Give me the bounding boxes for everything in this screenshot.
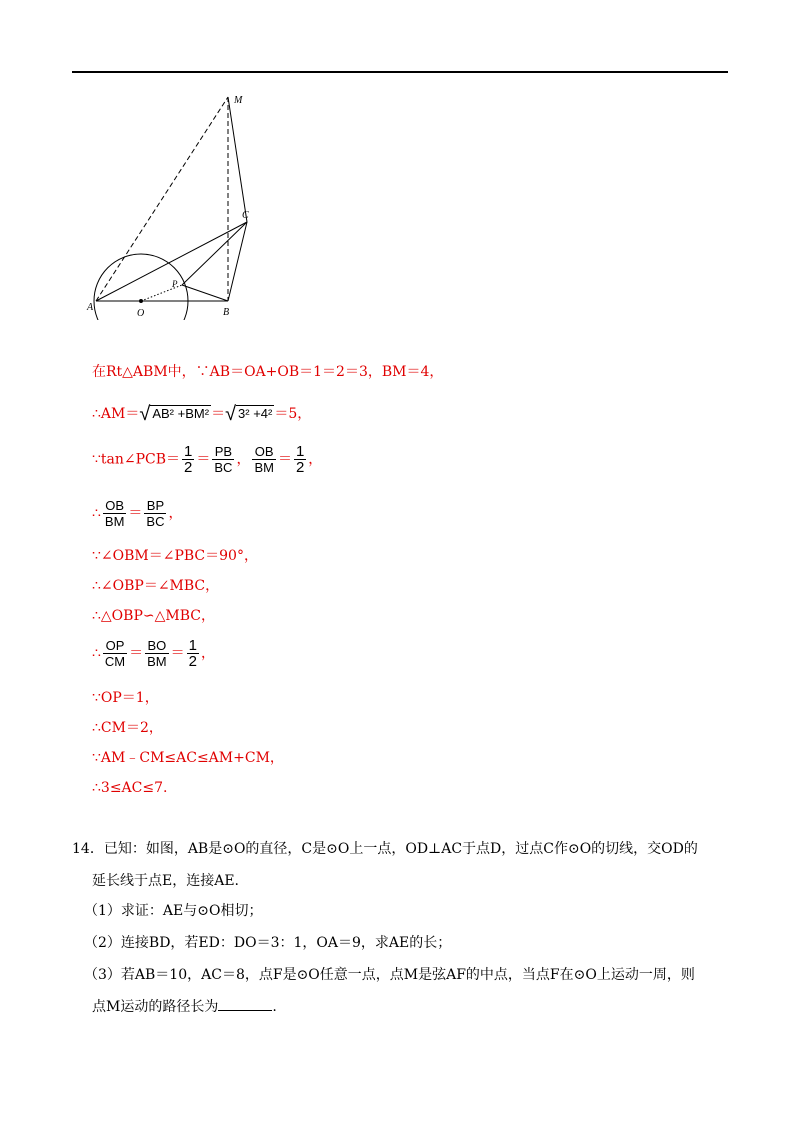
- label-p: P: [172, 279, 178, 289]
- line-pb: [182, 285, 228, 301]
- solution-line-7: ∴△OBP∽△MBC，: [92, 608, 215, 624]
- line-pc: [182, 222, 247, 285]
- fraction-op-cm: $\frac{OP}{CM}$: [104, 638, 126, 669]
- question-line-2: 延长线于点E，连接AE.: [92, 873, 239, 889]
- fraction-pb-bc: $\frac{PB}{BC}$: [214, 444, 233, 475]
- header-rule: [72, 71, 728, 73]
- fraction-half-2: $\frac{1}{2}$: [295, 443, 305, 476]
- solution-line-9: ∵OP＝1，: [92, 690, 159, 706]
- solution-line-8: ∴ $\frac{OP}{CM}$ ＝ $\frac{BO}{BM}$ ＝ $\frac{1}{2}$ ，: [92, 637, 215, 670]
- solution-line-6: ∴∠OBP＝∠MBC，: [92, 578, 220, 594]
- answer-blank[interactable]: [218, 996, 272, 1011]
- fraction-bp-bc: $\frac{BP}{BC}$: [146, 498, 165, 529]
- geometry-figure: [84, 88, 264, 320]
- fraction-ob-bm-2: $\frac{OB}{BM}$: [104, 498, 125, 529]
- fraction-bo-bm: $\frac{BO}{BM}$: [147, 638, 167, 669]
- label-c: C: [242, 210, 249, 221]
- solution-line-1: 在Rt△ABM中，∵AB＝OA+OB＝1＝2＝3，BM＝4，: [92, 364, 444, 380]
- label-m: M: [234, 95, 243, 106]
- question-line-6: 点M运动的路径长为 .: [92, 996, 277, 1016]
- dashed-am: [96, 97, 228, 301]
- sqrt-3-4: √ 3² +4²: [225, 403, 273, 425]
- sqrt-ab-bm: √ AB² +BM²: [139, 403, 210, 425]
- line-cb: [228, 222, 247, 301]
- label-b: B: [223, 307, 230, 318]
- line-mc: [228, 97, 247, 222]
- question-part-3: （3）若AB＝10，AC＝8，点F是⊙O任意一点，点M是弦AF的中点，当点F在⊙O上运动一周，则: [84, 967, 695, 983]
- solution-line-12: ∴3≤AC≤7.: [92, 780, 168, 796]
- fraction-ob-bm: $\frac{OB}{BM}$: [254, 444, 274, 475]
- solution-line-10: ∴CM＝2，: [92, 720, 163, 736]
- solution-line-2: ∴AM＝√ AB² +BM² ＝√ 3² +4² ＝5，: [92, 403, 312, 425]
- solution-line-11: ∵AM﹣CM≤AC≤AM+CM，: [92, 750, 284, 766]
- solution-line-4: ∴ $\frac{OB}{BM}$ ＝ $\frac{BP}{BC}$ ，: [92, 498, 183, 529]
- question-line-1: 14．已知：如图，AB是⊙O的直径，C是⊙O上一点，OD⊥AC于点D，过点C作⊙O的切线，交OD的: [72, 841, 698, 857]
- fraction-half: $\frac{1}{2}$: [184, 443, 193, 476]
- solution-line-5: ∵∠OBM＝∠PBC＝90°，: [92, 548, 258, 564]
- fraction-half-3: $\frac{1}{2}$: [188, 637, 197, 670]
- label-a: A: [87, 302, 94, 313]
- solution-line-3: ∵tan∠PCB＝ $\frac{1}{2}$ ＝ $\frac{PB}{BC}$ ， $\frac{OB}{BM}$ ＝ $\frac{1}{2}$ ，: [92, 443, 323, 476]
- question-part-2: （2）连接BD，若ED：DO＝3：1，OA＝9，求AE的长；: [84, 935, 452, 951]
- center-point: [139, 299, 143, 303]
- label-o: O: [137, 308, 145, 319]
- question-part-1: （1）求证：AE与⊙O相切；: [84, 903, 263, 919]
